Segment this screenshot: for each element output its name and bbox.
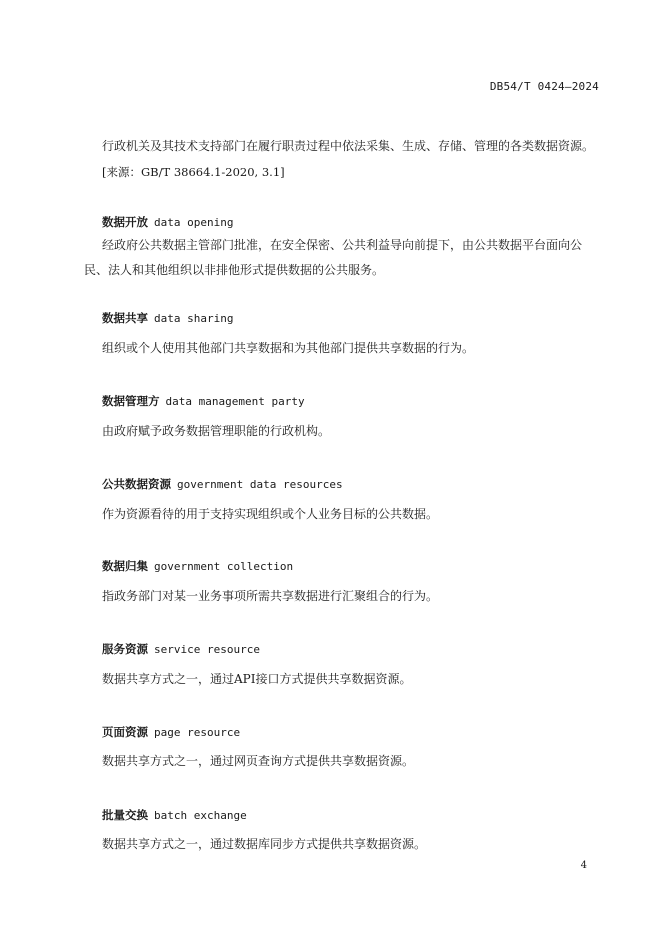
term-zh: 服务资源 [102,642,148,656]
term-definition: 数据共享方式之一，通过数据库同步方式提供共享数据资源。 [102,837,427,851]
page-number: 4 [580,860,587,871]
term-definition: 作为资源看待的用于支持实现组织或个人业务目标的公共数据。 [102,507,439,521]
term-zh: 批量交换 [102,808,148,822]
term-definition: 组织或个人使用其他部门共享数据和为其他部门提供共享数据的行为。 [102,341,475,355]
intro-paragraph: 行政机关及其技术支持部门在履行职责过程中依法采集、生成、存储、管理的各类数据资源。 [102,139,595,153]
term-definition: 经政府公共数据主管部门批准，在安全保密、公共利益导向前提下，由公共数据平台面向公民、法人和其他组织以非排他形式提供数据的公共服务。 [84,238,583,277]
term-heading [102,641,260,657]
term-definition: 指政务部门对某一业务事项所需共享数据进行汇聚组合的行为。 [102,589,439,603]
term-en: data sharing [154,312,234,325]
term-en: data opening [154,216,234,229]
term-definition: 数据共享方式之一，通过API接口方式提供共享数据资源。 [102,672,412,686]
term-heading [102,310,233,326]
term-zh: 公共数据资源 [102,477,171,491]
term-heading [102,393,305,409]
term-en: page resource [154,726,241,739]
term-definition: 由政府赋予政务数据管理职能的行政机构。 [102,424,331,438]
term-definition: 数据共享方式之一，通过网页查询方式提供共享数据资源。 [102,754,415,768]
term-zh: 数据管理方 [102,394,160,408]
term-heading [102,724,240,740]
term-heading [102,558,293,574]
document-id: DB54/T 0424—2024 [489,80,599,93]
term-en: batch exchange [154,809,247,822]
term-en: government collection [154,560,294,573]
term-heading [102,214,233,230]
term-en: data management party [165,395,305,408]
term-zh: 页面资源 [102,725,148,739]
term-heading [102,807,247,823]
term-zh: 数据共享 [102,311,148,325]
source-citation: [来源：GB/T 38664.1-2020, 3.1] [102,165,285,179]
term-en: service resource [154,643,260,656]
term-en: government data resources [177,478,343,491]
term-zh: 数据开放 [102,215,148,229]
term-zh: 数据归集 [102,559,148,573]
term-heading [102,476,343,492]
